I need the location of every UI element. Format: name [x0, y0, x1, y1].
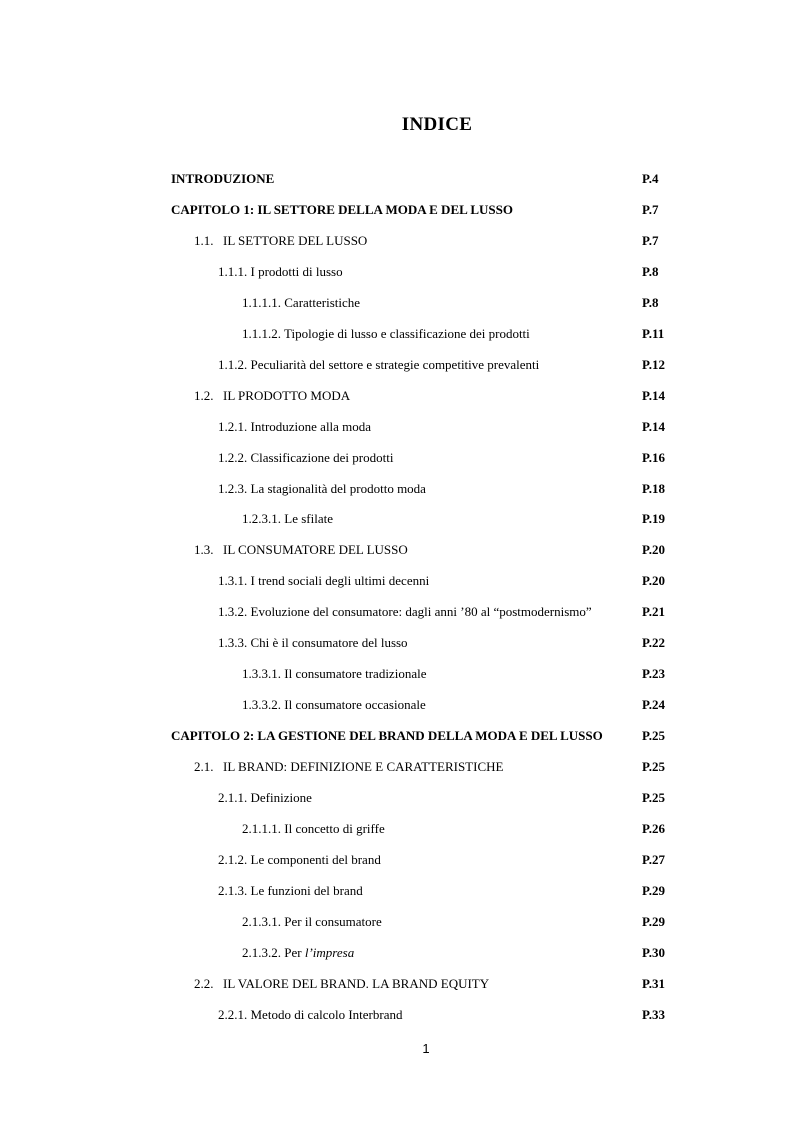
- toc-entry: [0, 168, 794, 192]
- toc-entry: [0, 787, 794, 811]
- toc-entry: [0, 539, 794, 563]
- toc-entry-page: P.16: [642, 449, 665, 465]
- toc-entry: [0, 1004, 794, 1028]
- toc-entry-text: 1.3.2. Evoluzione del consumatore: dagli anni ’80 al “postmodernismo”: [218, 604, 592, 620]
- toc-entry-label: [218, 790, 312, 806]
- toc-entry-page: P.25: [642, 790, 665, 805]
- toc-entry-label: [194, 976, 489, 992]
- toc-entry-number: 1.2.: [194, 387, 214, 403]
- toc-entry-label: [171, 202, 513, 218]
- toc-entry-page: P.20: [642, 542, 665, 558]
- toc-entry-label: [218, 573, 429, 589]
- toc-entry-page: P.12: [642, 356, 665, 372]
- toc-entry-page: P.29: [642, 882, 665, 898]
- toc-entry-text: 1.2.3.1. Le sfilate: [242, 511, 333, 527]
- toc-entry-text: 2.1.3.2. Per: [242, 944, 305, 960]
- toc-entry-label: [194, 759, 503, 775]
- toc-entry-number: 1.1.: [194, 232, 214, 248]
- toc-entry-label: [194, 233, 367, 249]
- page-title: INDICE: [401, 114, 473, 135]
- toc-entry-text: CAPITOLO 1: IL SETTORE DELLA MODA E DEL LUSSO: [171, 201, 513, 217]
- toc-entry: [0, 663, 794, 687]
- toc-entry-page: P.30: [642, 944, 665, 960]
- toc-entry-page: P.8: [642, 294, 659, 310]
- toc-entry-page: P.8: [642, 263, 659, 279]
- toc-entry-label: [218, 604, 592, 620]
- toc-entry-text: 2.1.3. Le funzioni del brand: [218, 882, 363, 898]
- toc-entry-label: [242, 697, 426, 713]
- toc-entry-text: 1.3.3.2. Il consumatore occasionale: [242, 697, 426, 713]
- toc-entry: [0, 385, 794, 409]
- toc-entry-label: [218, 481, 426, 497]
- toc-entry-page: P.19: [642, 511, 665, 527]
- toc-entry-page: P.23: [642, 666, 665, 682]
- toc-entry: [0, 818, 794, 842]
- toc-entry-text: IL VALORE DEL BRAND. LA BRAND EQUITY: [223, 975, 490, 991]
- toc-entry-text: 2.2.1. Metodo di calcolo Interbrand: [218, 1006, 403, 1022]
- toc-entry-text: IL PRODOTTO MODA: [223, 387, 351, 403]
- toc-entry-page: P.24: [642, 697, 665, 713]
- toc-entry: [0, 199, 794, 223]
- toc-entry-number: 2.1.: [194, 759, 214, 775]
- toc-entry-text: 1.1.1. I prodotti di lusso: [218, 263, 343, 279]
- toc-entry-text: 1.2.1. Introduzione alla moda: [218, 418, 372, 434]
- toc-entry-text: 1.2.3. La stagionalità del prodotto moda: [218, 480, 426, 496]
- toc-entry-label: [242, 511, 333, 527]
- toc-entry-label: [218, 264, 343, 280]
- toc-entry-number: 2.2.: [194, 975, 214, 991]
- toc-entry-label: [194, 542, 408, 558]
- toc-entry-label: [242, 914, 382, 930]
- toc-entry: [0, 849, 794, 873]
- toc-entry-label: [194, 388, 350, 404]
- page-number: 1: [422, 1041, 430, 1056]
- toc-entry-text: INTRODUZIONE: [171, 171, 275, 186]
- toc-entry-page: P.26: [642, 820, 665, 836]
- toc-entry-label: [218, 635, 408, 651]
- toc-entry-text-italic: l’impresa: [304, 944, 355, 960]
- toc-entry-page: P.11: [642, 325, 665, 341]
- toc-entry-page: P.33: [642, 1006, 665, 1022]
- toc-entry-label: [242, 326, 530, 342]
- toc-entry: [0, 725, 794, 749]
- toc-entry-text: IL BRAND: DEFINIZIONE E CARATTERISTICHE: [223, 759, 504, 775]
- toc-entry: [0, 261, 794, 285]
- toc-entry-text: 2.1.2. Le componenti del brand: [218, 851, 381, 867]
- toc-entry: [0, 478, 794, 502]
- toc-entry-page: P.27: [642, 851, 665, 867]
- toc-entry-number: 1.3.: [194, 542, 214, 558]
- toc-entry: [0, 911, 794, 935]
- toc-entry: [0, 632, 794, 656]
- toc-entry-page: P.25: [642, 728, 665, 744]
- toc-entry-page: P.7: [642, 232, 659, 248]
- toc-entry-text: 1.3.3. Chi è il consumatore del lusso: [218, 635, 408, 651]
- toc-entry-text: 2.1.1. Definizione: [218, 790, 312, 805]
- toc-entry-page: P.14: [642, 418, 665, 434]
- toc-entry-label: [218, 883, 363, 899]
- toc-entry: [0, 292, 794, 316]
- toc-entry-label: [242, 945, 354, 961]
- toc-entry: [0, 230, 794, 254]
- toc-entry-label: [218, 852, 381, 868]
- toc-entry-page: P.31: [642, 975, 665, 991]
- toc-entry: [0, 354, 794, 378]
- toc-entry-label: [218, 357, 539, 373]
- toc-entry: [0, 447, 794, 471]
- toc-entry-text: 2.1.1.1. Il concetto di griffe: [242, 820, 385, 836]
- toc-entry-text: 1.1.1.1. Caratteristiche: [242, 294, 361, 310]
- toc-entry: [0, 880, 794, 904]
- toc-entry-page: P.4: [642, 171, 659, 186]
- toc-entry: [0, 601, 794, 625]
- toc-entry: [0, 973, 794, 997]
- toc-entry-label: [171, 171, 274, 187]
- toc-entry-text: 1.1.2. Peculiarità del settore e strategie competitive prevalenti: [218, 356, 540, 372]
- toc-entry-text: 1.3.3.1. Il consumatore tradizionale: [242, 666, 427, 682]
- toc-entry-label: [218, 450, 393, 466]
- toc-entry-page: P.25: [642, 759, 665, 775]
- toc-entry-page: P.21: [642, 604, 665, 620]
- toc-entry-text: 1.2.2. Classificazione dei prodotti: [218, 449, 394, 465]
- toc-entry-text: 2.1.3.1. Per il consumatore: [242, 913, 382, 929]
- toc-entry-page: P.14: [642, 387, 665, 403]
- toc-entry-label: [218, 419, 371, 435]
- toc-entry: [0, 570, 794, 594]
- toc-entry-text: CAPITOLO 2: LA GESTIONE DEL BRAND DELLA MODA E DEL LUSSO: [171, 728, 603, 744]
- toc-entry: [0, 942, 794, 966]
- toc-entry: [0, 416, 794, 440]
- toc-entry-label: [218, 1007, 402, 1023]
- toc-entry: [0, 508, 794, 532]
- toc-entry: [0, 323, 794, 347]
- toc-entry-text: 1.3.1. I trend sociali degli ultimi decenni: [218, 573, 430, 589]
- toc-entry-page: P.20: [642, 573, 665, 589]
- toc-entry-text: 1.1.1.2. Tipologie di lusso e classificazione dei prodotti: [242, 325, 530, 341]
- toc-entry-text: IL CONSUMATORE DEL LUSSO: [223, 542, 408, 558]
- toc-entry-label: [242, 666, 426, 682]
- toc-entry-label: [242, 821, 385, 837]
- toc-entry-page: P.22: [642, 635, 665, 651]
- toc-entry-page: P.29: [642, 913, 665, 929]
- toc-entry-text: IL SETTORE DEL LUSSO: [223, 232, 368, 248]
- toc-entry-label: [171, 728, 603, 744]
- toc-entry-page: P.18: [642, 480, 665, 496]
- toc-entry-label: [242, 295, 360, 311]
- toc-entry-page: P.7: [642, 201, 659, 217]
- toc-entry: [0, 756, 794, 780]
- toc-entry: [0, 694, 794, 718]
